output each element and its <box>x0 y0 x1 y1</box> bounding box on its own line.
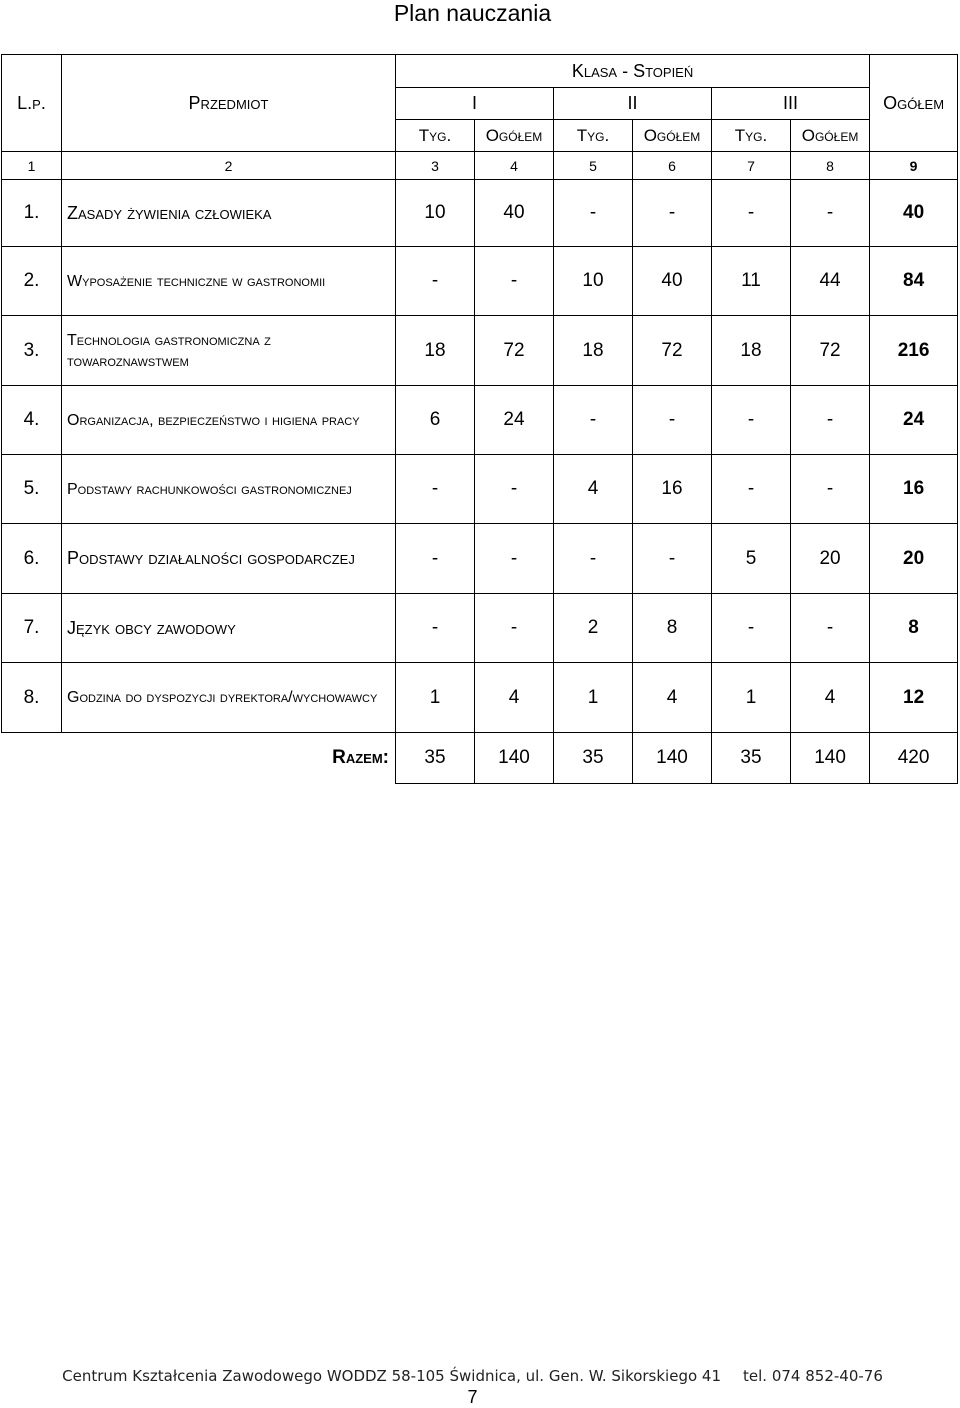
row-value: 2 <box>554 594 633 663</box>
row-value: 72 <box>633 316 712 386</box>
row-value: 5 <box>712 524 791 594</box>
row-value: 20 <box>791 524 870 594</box>
row-value: - <box>554 386 633 455</box>
header-tyg: Tyg. <box>396 120 475 152</box>
sum-label: Razem: <box>332 747 389 769</box>
curriculum-table <box>1 54 957 784</box>
row-value: - <box>712 180 791 247</box>
row-value: 1 <box>396 663 475 733</box>
row-value: 40 <box>475 180 554 247</box>
sum-value: 140 <box>791 733 870 784</box>
footer-address: Centrum Kształcenia Zawodowego WODDZ 58-105 Świdnica, ul. Gen. W. Sikorskiego 41 <box>62 1367 722 1385</box>
row-subject: Podstawy działalności gospodarczej <box>62 524 396 594</box>
row-lp: 6. <box>2 524 62 594</box>
header-tyg: Tyg. <box>712 120 791 152</box>
row-value: - <box>633 386 712 455</box>
column-number: 2 <box>62 152 396 180</box>
row-value: 6 <box>396 386 475 455</box>
row-value: - <box>791 455 870 524</box>
column-number: 4 <box>475 152 554 180</box>
column-number: 1 <box>2 152 62 180</box>
row-value: - <box>396 594 475 663</box>
row-value: - <box>791 180 870 247</box>
table-row <box>2 524 958 594</box>
table-row <box>2 247 958 316</box>
column-number: 7 <box>712 152 791 180</box>
row-value: 1 <box>554 663 633 733</box>
header-level-iii: III <box>712 88 870 120</box>
row-lp: 3. <box>2 316 62 386</box>
row-value: 10 <box>396 180 475 247</box>
row-value: 4 <box>554 455 633 524</box>
header-level-i: I <box>396 88 554 120</box>
table-row <box>2 386 958 455</box>
row-value: 72 <box>475 316 554 386</box>
row-value: - <box>396 247 475 316</box>
row-lp: 2. <box>2 247 62 316</box>
header-ogolem: Ogółem <box>633 120 712 152</box>
row-value: 11 <box>712 247 791 316</box>
header-ogolem: Ogółem <box>791 120 870 152</box>
sum-value: 140 <box>633 733 712 784</box>
sum-value: 140 <box>475 733 554 784</box>
row-value: - <box>791 594 870 663</box>
row-total: 8 <box>870 594 958 663</box>
row-subject: Podstawy rachunkowości gastronomicznej <box>62 455 396 524</box>
row-subject: Wyposażenie techniczne w gastronomii <box>62 247 396 316</box>
row-value: 44 <box>791 247 870 316</box>
row-value: - <box>712 455 791 524</box>
header-total: Ogółem <box>870 55 958 152</box>
row-lp: 5. <box>2 455 62 524</box>
row-lp: 4. <box>2 386 62 455</box>
row-value: 40 <box>633 247 712 316</box>
table-row <box>2 316 958 386</box>
row-value: 4 <box>475 663 554 733</box>
footer <box>0 1367 945 1385</box>
row-total: 84 <box>870 247 958 316</box>
row-value: 24 <box>475 386 554 455</box>
row-subject: Zasady żywienia człowieka <box>62 180 396 247</box>
column-number: 6 <box>633 152 712 180</box>
header-subject: Przedmiot <box>62 55 396 152</box>
row-total: 216 <box>870 316 958 386</box>
header-ogolem: Ogółem <box>475 120 554 152</box>
table-row <box>2 663 958 733</box>
row-value: 18 <box>554 316 633 386</box>
row-value: - <box>554 180 633 247</box>
page-title: Plan nauczania <box>393 0 552 26</box>
row-value: - <box>633 524 712 594</box>
row-value: - <box>396 524 475 594</box>
row-value: 4 <box>633 663 712 733</box>
sum-value: 35 <box>554 733 633 784</box>
row-subject: Język obcy zawodowy <box>62 594 396 663</box>
row-lp: 7. <box>2 594 62 663</box>
row-value: - <box>475 455 554 524</box>
sum-value: 35 <box>396 733 475 784</box>
row-lp: 8. <box>2 663 62 733</box>
row-value: - <box>475 594 554 663</box>
row-value: 18 <box>396 316 475 386</box>
row-total: 16 <box>870 455 958 524</box>
row-value: - <box>475 524 554 594</box>
page-number: 7 <box>467 1387 478 1407</box>
row-value: - <box>475 247 554 316</box>
row-total: 20 <box>870 524 958 594</box>
row-value: 1 <box>712 663 791 733</box>
row-subject: Godzina do dyspozycji dyrektora/wychowawcy <box>62 663 396 733</box>
row-value: - <box>791 386 870 455</box>
row-subject: Organizacja, bezpieczeństwo i higiena pracy <box>62 386 396 455</box>
footer-phone: tel. 074 852-40-76 <box>743 1367 883 1385</box>
sum-value: 35 <box>712 733 791 784</box>
column-number: 8 <box>791 152 870 180</box>
table-row <box>2 455 958 524</box>
row-value: 72 <box>791 316 870 386</box>
row-value: - <box>633 180 712 247</box>
row-value: 16 <box>633 455 712 524</box>
row-value: - <box>554 524 633 594</box>
sum-row <box>2 733 958 784</box>
row-total: 24 <box>870 386 958 455</box>
sum-total: 420 <box>870 733 958 784</box>
row-value: 8 <box>633 594 712 663</box>
row-total: 12 <box>870 663 958 733</box>
table-row <box>2 180 958 247</box>
row-lp: 1. <box>2 180 62 247</box>
row-value: - <box>712 386 791 455</box>
header-class-level: Klasa - Stopień <box>396 55 870 88</box>
column-number: 9 <box>870 152 958 180</box>
row-value: 10 <box>554 247 633 316</box>
table-row <box>2 594 958 663</box>
column-number: 5 <box>554 152 633 180</box>
row-subject: Technologia gastronomiczna z towaroznawstwem <box>62 316 396 386</box>
row-value: - <box>396 455 475 524</box>
header-tyg: Tyg. <box>554 120 633 152</box>
row-value: - <box>712 594 791 663</box>
header-level-ii: II <box>554 88 712 120</box>
column-number: 3 <box>396 152 475 180</box>
row-value: 18 <box>712 316 791 386</box>
header-lp: L.p. <box>2 55 62 152</box>
row-total: 40 <box>870 180 958 247</box>
row-value: 4 <box>791 663 870 733</box>
